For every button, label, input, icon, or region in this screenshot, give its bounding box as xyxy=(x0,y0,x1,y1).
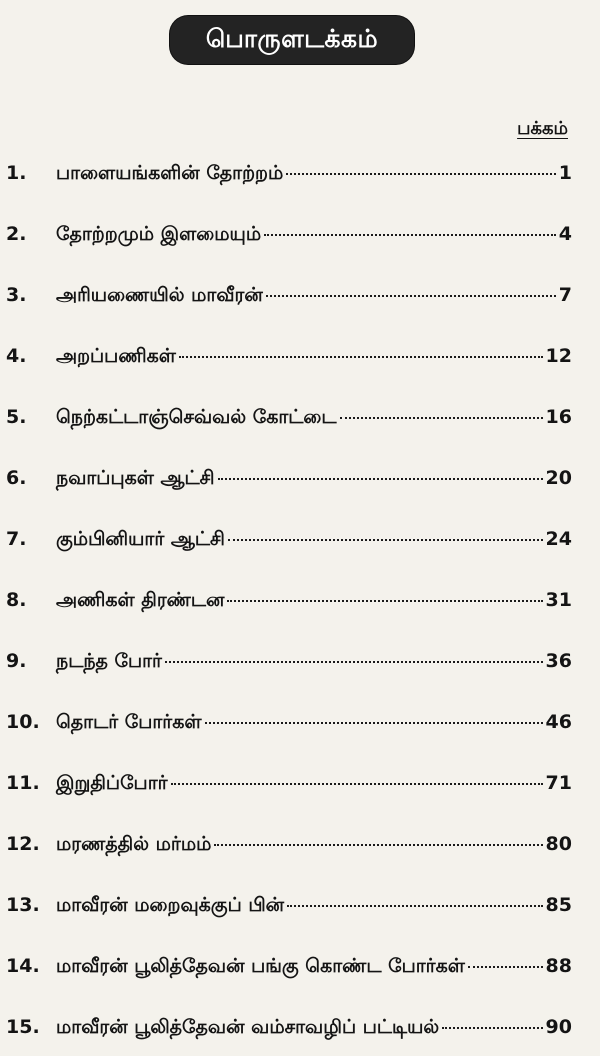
contents-title-banner xyxy=(170,16,414,64)
toc-entry-page: 20 xyxy=(545,467,572,489)
toc-entry-page: 24 xyxy=(545,528,572,550)
toc-entry xyxy=(0,528,600,568)
dot-leader xyxy=(228,539,543,541)
toc-entry-page: 36 xyxy=(545,650,572,672)
toc-entry-number: 8. xyxy=(6,589,27,611)
toc-entry-title: மாவீரன் பூலித்தேவன் பங்கு கொண்ட போர்கள் xyxy=(56,955,465,977)
toc-entry-page: 31 xyxy=(545,589,572,611)
toc-entry-title: இறுதிப்போர் xyxy=(56,772,168,794)
page-column-header: பக்கம் xyxy=(517,118,568,139)
toc-entry-title: நெற்கட்டாஞ்செவ்வல் கோட்டை xyxy=(56,406,337,428)
dot-leader xyxy=(205,722,543,724)
dot-leader xyxy=(287,905,542,907)
toc-entry-page: 71 xyxy=(545,772,572,794)
toc-entry-number: 5. xyxy=(6,406,27,428)
toc-entry-number: 2. xyxy=(6,223,27,245)
dot-leader xyxy=(442,1027,542,1029)
toc-entry-title: கும்பினியார் ஆட்சி xyxy=(56,528,225,550)
dot-leader xyxy=(179,356,543,358)
toc-entry-number: 14. xyxy=(6,955,40,977)
dot-leader xyxy=(171,783,543,785)
toc-entry xyxy=(0,406,600,446)
toc-entry-page: 1 xyxy=(558,162,572,184)
toc-entry xyxy=(0,833,600,873)
dot-leader xyxy=(264,234,556,236)
dot-leader xyxy=(266,295,556,297)
toc-entry xyxy=(0,711,600,751)
dot-leader xyxy=(214,844,542,846)
toc-entry-title: அணிகள் திரண்டன xyxy=(56,589,225,611)
toc-entry-number: 6. xyxy=(6,467,27,489)
toc-entry-title: மாவீரன் பூலித்தேவன் வம்சாவழிப் பட்டியல் xyxy=(56,1016,440,1038)
dot-leader xyxy=(227,600,542,602)
dot-leader xyxy=(165,661,543,663)
toc-entry xyxy=(0,162,600,202)
toc-entry xyxy=(0,467,600,507)
toc-entry xyxy=(0,955,600,995)
toc-entry xyxy=(0,589,600,629)
toc-entry-page: 80 xyxy=(545,833,572,855)
dot-leader xyxy=(218,478,543,480)
toc-entry-page: 90 xyxy=(545,1016,572,1038)
toc-entry-number: 13. xyxy=(6,894,40,916)
dot-leader xyxy=(468,966,543,968)
toc-entry-title: பாளையங்களின் தோற்றம் xyxy=(56,162,284,184)
toc-entry-title: மாவீரன் மறைவுக்குப் பின் xyxy=(56,894,285,916)
toc-entry xyxy=(0,894,600,934)
toc-entry-page: 46 xyxy=(545,711,572,733)
toc-entry-number: 12. xyxy=(6,833,40,855)
toc-entry-number: 4. xyxy=(6,345,27,367)
toc-entry xyxy=(0,772,600,812)
toc-entry-title: நவாப்புகள் ஆட்சி xyxy=(56,467,215,489)
toc-entry-page: 16 xyxy=(545,406,572,428)
toc-entry-title: நடந்த போர் xyxy=(56,650,162,672)
toc-entry-page: 88 xyxy=(545,955,572,977)
toc-entry-number: 7. xyxy=(6,528,27,550)
toc-entry-page: 7 xyxy=(558,284,572,306)
toc-entry xyxy=(0,345,600,385)
toc-entry-number: 1. xyxy=(6,162,27,184)
toc-entry-title: அரியணையில் மாவீரன் xyxy=(56,284,263,306)
toc-entry xyxy=(0,1016,600,1056)
dot-leader xyxy=(286,173,555,175)
toc-entry-title: தோற்றமும் இளமையும் xyxy=(56,223,262,245)
toc-entry-title: மரணத்தில் மர்மம் xyxy=(56,833,212,855)
toc-entry-number: 15. xyxy=(6,1016,40,1038)
toc-entry xyxy=(0,650,600,690)
toc-entry-number: 10. xyxy=(6,711,40,733)
toc-entry xyxy=(0,284,600,324)
toc-entry-page: 85 xyxy=(545,894,572,916)
toc-entry-title: தொடர் போர்கள் xyxy=(56,711,202,733)
toc-entry-number: 3. xyxy=(6,284,27,306)
contents-title: பொருளடக்கம் xyxy=(205,23,379,53)
toc-entry-page: 4 xyxy=(558,223,572,245)
toc-entry-number: 9. xyxy=(6,650,27,672)
toc-entry-number: 11. xyxy=(6,772,40,794)
toc-entry xyxy=(0,223,600,263)
toc-entry-page: 12 xyxy=(545,345,572,367)
toc-entry-title: அறப்பணிகள் xyxy=(56,345,176,367)
dot-leader xyxy=(340,417,543,419)
